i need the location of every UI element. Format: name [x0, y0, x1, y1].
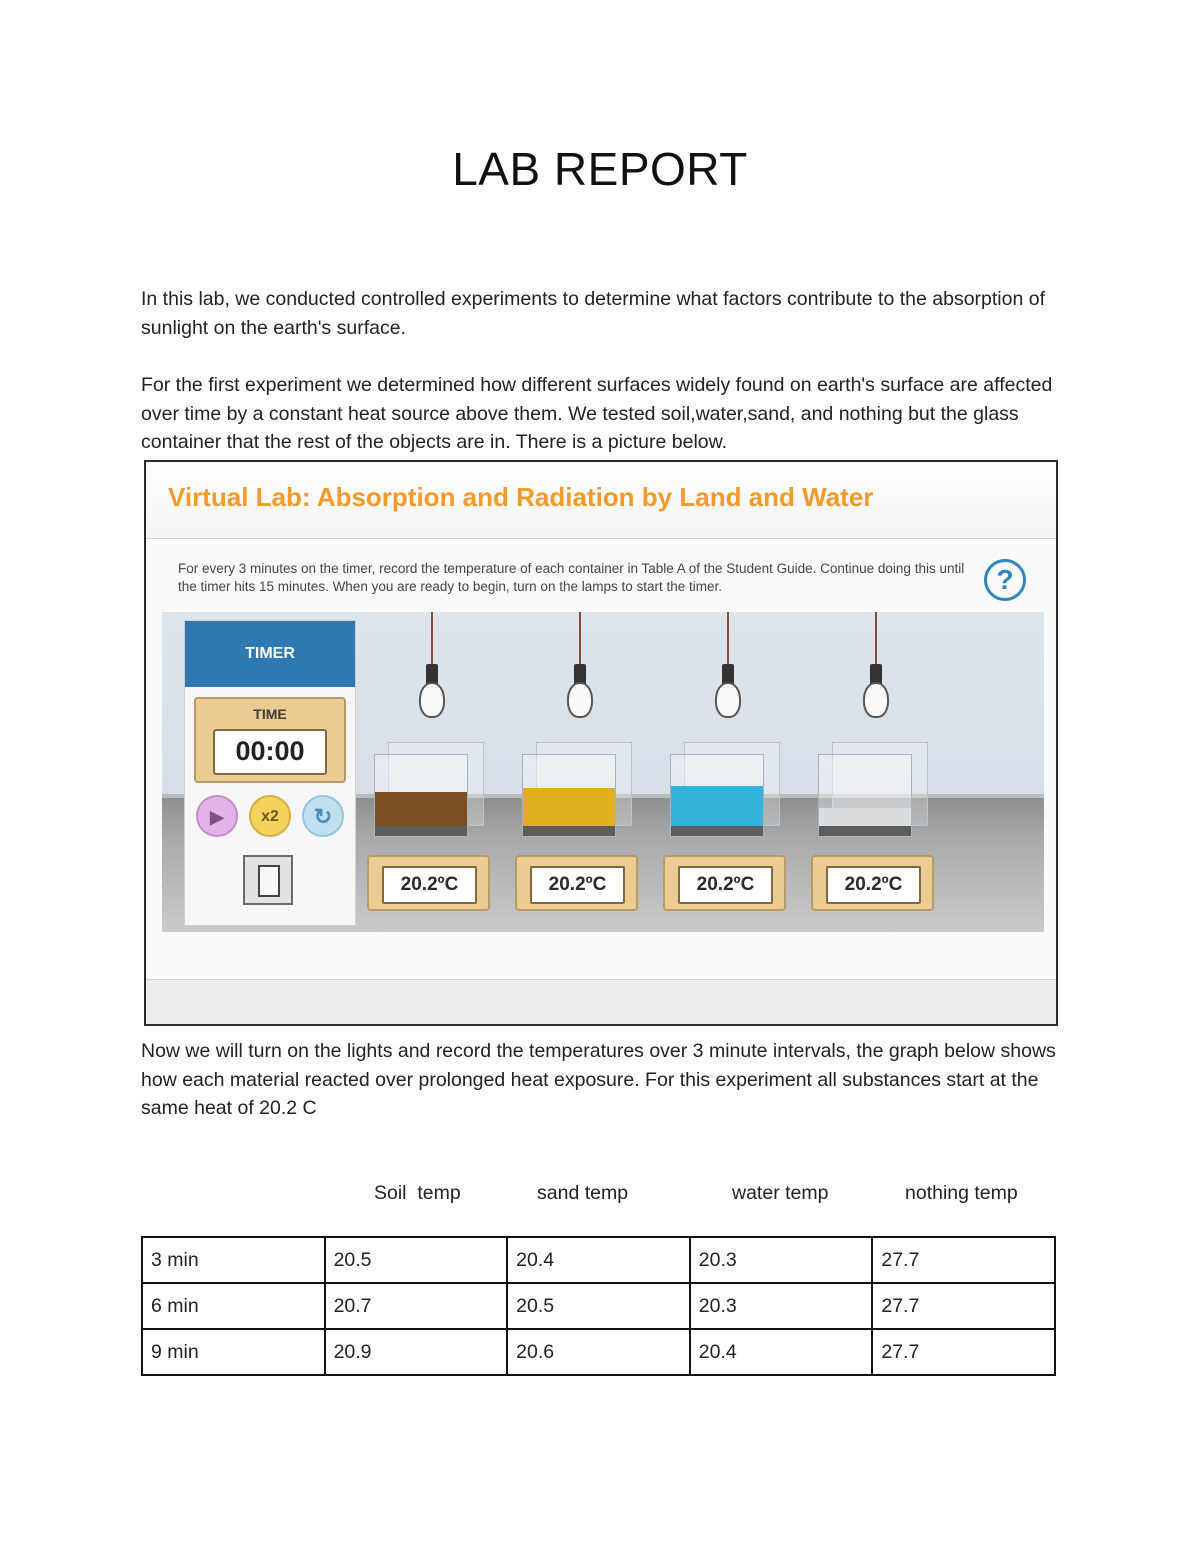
timer-header: TIMER — [185, 621, 355, 687]
switch-toggle-icon — [258, 865, 280, 897]
temperature-value: 20.2ºC — [826, 866, 921, 904]
soil-container — [374, 742, 484, 837]
time-label: TIME — [253, 706, 287, 722]
virtual-lab-footer — [146, 979, 1056, 1025]
time-display — [194, 697, 346, 783]
lamp-bulb-icon — [856, 612, 896, 724]
table-cell: 20.3 — [690, 1237, 873, 1283]
virtual-lab-body — [146, 539, 1056, 979]
table-column-headers — [0, 1182, 1200, 1208]
water-temperature-readout — [663, 855, 786, 911]
table-cell: 20.3 — [690, 1283, 873, 1329]
table-cell: 3 min — [142, 1237, 325, 1283]
help-icon[interactable]: ? — [984, 559, 1026, 601]
container-fill — [523, 788, 616, 826]
speed-x2-button[interactable]: x2 — [249, 795, 291, 837]
nothing-temperature-readout — [811, 855, 934, 911]
table-cell: 27.7 — [872, 1283, 1055, 1329]
table-cell: 20.5 — [507, 1283, 690, 1329]
lamp-bulb-icon — [560, 612, 600, 724]
lamp-bulb-icon — [708, 612, 748, 724]
table-cell: 20.9 — [325, 1329, 508, 1375]
virtual-lab-header — [146, 462, 1056, 539]
time-value: 00:00 — [213, 729, 327, 775]
table-cell: 6 min — [142, 1283, 325, 1329]
lamp-switch[interactable] — [243, 855, 293, 905]
page-title: LAB REPORT — [452, 143, 748, 195]
reset-button[interactable]: ↻ — [302, 795, 344, 837]
virtual-lab-screenshot — [144, 460, 1058, 1026]
temperature-value: 20.2ºC — [530, 866, 625, 904]
table-cell: 20.5 — [325, 1237, 508, 1283]
column-header-soil: Soil temp — [374, 1182, 461, 1204]
play-button[interactable]: ▶ — [196, 795, 238, 837]
column-header-sand: sand temp — [537, 1182, 629, 1204]
table-cell: 9 min — [142, 1329, 325, 1375]
soil-temperature-readout — [367, 855, 490, 911]
empty-container — [818, 742, 928, 837]
sand-container — [522, 742, 632, 837]
virtual-lab-instructions: For every 3 minutes on the timer, record the temperature of each container in Table A of the Student Guide. Continue doing this until the timer hits 15 minutes. When you are ready to begin, turn on the lamps to start the timer. — [178, 561, 965, 594]
experiment-paragraph: For the first experiment we determined how different surfaces widely found on earth's surface are affected over time by a constant heat source above them. We tested soil,water,sand, and nothing but the glass container that the rest of the objects are in. There is a picture below. — [141, 374, 1053, 453]
container-fill — [375, 792, 468, 826]
table-cell: 27.7 — [872, 1329, 1055, 1375]
table-row — [142, 1329, 1055, 1375]
lab-stage — [162, 612, 1044, 932]
column-header-nothing: nothing temp — [905, 1182, 1018, 1204]
table-cell: 20.4 — [507, 1237, 690, 1283]
timer-panel — [184, 620, 356, 926]
column-header-water: water temp — [732, 1182, 829, 1204]
virtual-lab-title: Virtual Lab: Absorption and Radiation by Land and Water — [168, 482, 874, 512]
temperature-table — [141, 1236, 1056, 1376]
water-container — [670, 742, 780, 837]
table-row — [142, 1237, 1055, 1283]
temperature-value: 20.2ºC — [382, 866, 477, 904]
sand-temperature-readout — [515, 855, 638, 911]
table-cell: 20.4 — [690, 1329, 873, 1375]
table-cell: 27.7 — [872, 1237, 1055, 1283]
table-cell: 20.7 — [325, 1283, 508, 1329]
container-fill — [819, 808, 912, 826]
lamp-bulb-icon — [412, 612, 452, 724]
table-cell: 20.6 — [507, 1329, 690, 1375]
temperature-value: 20.2ºC — [678, 866, 773, 904]
table-row — [142, 1283, 1055, 1329]
intro-paragraph: In this lab, we conducted controlled experiments to determine what factors contribute to the absorption of sunlight on the earth's surface. — [141, 288, 1046, 339]
container-fill — [671, 786, 764, 826]
procedure-paragraph: Now we will turn on the lights and record the temperatures over 3 minute intervals, the graph below shows how each material reacted over prolonged heat exposure. For this experiment all substances start at the same heat of 20.2 C — [141, 1040, 1056, 1119]
